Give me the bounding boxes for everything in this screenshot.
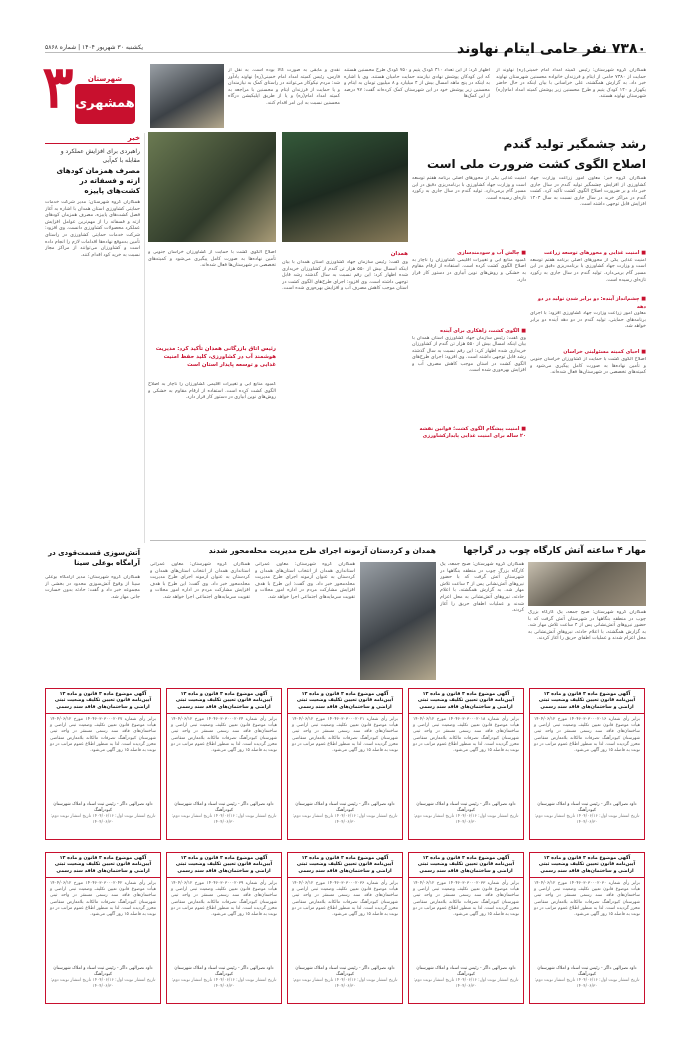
ad-title: آگهی موضوع ماده ۳ قانون و ماده ۱۳ آیین‌نامه قانون تعیین تکلیف وضعیت ثبتی اراضی و ساختمان‌های فاقد سند رسمی bbox=[530, 853, 644, 878]
ad-dates: تاریخ انتشار نوبت اول: ۱۴۰۴/۰۶/۱۶ تاریخ انتشار نوبت دوم: ۱۴۰۴/۰۶/۳۰ bbox=[292, 814, 398, 826]
hamedan-body-1: همکاران گروه شهرستان: معاون عمرانی استانداری همدان از انتخاب استان‌های همدان و کردستان به عنوان آزمونه اجرای طرح مدیریت محله‌محور خبر داد. وی گفت: این طرح با هدف افزایش مشارکت مردم در اداره امور محلات و تقویت سرمایه‌های اجتماعی اجرا خواهد شد. bbox=[255, 562, 355, 600]
legal-ad bbox=[45, 852, 161, 1004]
ad-body: برابر رأی شماره ۱۴۰۴۶۰۳۰۳۰۰۰۲۰۳۰ مورخ ۱۴۰۴/۰۶/۱۲ هیأت موضوع قانون تعیین تکلیف وضعیت ثبتی اراضی و ساختمان‌های فاقد سند رسمی مستقر در واحد ثبتی شهرستان کبودرآهنگ تصرفات مالکانه بلامعارض متقاضی محرز گردیده است. لذا به منظور اطلاع عموم مراتب در دو نوبت به فاصله ۱۵ روز آگهی می‌شود. bbox=[534, 881, 640, 917]
ad-body: برابر رأی شماره ۱۴۰۴۶۰۳۰۳۰۰۰۲۰۳۹ مورخ ۱۴۰۴/۰۶/۱۲ هیأت موضوع قانون تعیین تکلیف وضعیت ثبتی اراضی و ساختمان‌های فاقد سند رسمی مستقر در واحد ثبتی شهرستان کبودرآهنگ تصرفات مالکانه بلامعارض متقاضی محرز گردیده است. لذا به منظور اطلاع عموم مراتب در دو نوبت به فاصله ۱۵ روز آگهی می‌شود. bbox=[171, 881, 277, 917]
fire-body-2: همکاران گروه شهرستان: صبح جمعه، یک کارگاه بزرگ چوب در منطقه بنگاهها در شهرستان آتش گرفت که با حضور نیروهای آتش‌نشانی پس از ۴ ساعت تلاش مهار شد. به گزارش همگشته، با اعلام حادثه، نیروهای آتش‌نشانی به محل اعزام شدند و عملیات اطفای حریق را آغاز کردند. bbox=[440, 562, 524, 614]
ad-signer: داود نصرالهی داگر - رئیس ثبت اسناد و املاک شهرستان کبودرآهنگ bbox=[295, 802, 395, 814]
sidebar-subtitle: راهبردی برای افزایش عملکرد و مقابله با کم‌آبی bbox=[60, 148, 140, 164]
ad-signer: داود نصرالهی داگر - رئیس ثبت اسناد و املاک شهرستان کبودرآهنگ bbox=[174, 802, 274, 814]
ad-title: آگهی موضوع ماده ۳ قانون و ماده ۱۳ آیین‌نامه قانون تعیین تکلیف وضعیت ثبتی اراضی و ساختمان‌های فاقد سند رسمی bbox=[167, 853, 281, 878]
subhead-2: ■ چالش آب و سودمندسازی bbox=[412, 250, 526, 258]
ad-dates: تاریخ انتشار نوبت اول: ۱۴۰۴/۰۶/۱۶ تاریخ انتشار نوبت دوم: ۱۴۰۴/۰۶/۳۰ bbox=[534, 814, 640, 826]
fire-headline: مهار ۴ ساعته آتش کارگاه چوب در گراجها bbox=[463, 546, 646, 556]
sinai-body: همکاران گروه شهرستان: مدیر آرامگاه بوعلی سینا از وقوع آتش‌سوزی محدود در بخشی از مجموعه خبر داد و گفت: حادثه بدون خسارت جانی مهار شد. bbox=[45, 575, 140, 600]
ad-title: آگهی موضوع ماده ۳ قانون و ماده ۱۳ آیین‌نامه قانون تعیین تکلیف وضعیت ثبتی اراضی و ساختمان‌های فاقد سند رسمی bbox=[409, 853, 523, 878]
ad-signer: داود نصرالهی داگر - رئیس ثبت اسناد و املاک شهرستان کبودرآهنگ bbox=[416, 802, 516, 814]
ad-title: آگهی موضوع ماده ۳ قانون و ماده ۱۳ آیین‌نامه قانون تعیین تکلیف وضعیت ثبتی اراضی و ساختمان‌های فاقد سند رسمی bbox=[409, 689, 523, 714]
ad-signer: داود نصرالهی داگر - رئیس ثبت اسناد و املاک شهرستان کبودرآهنگ bbox=[537, 802, 637, 814]
neighborhood-photo bbox=[360, 562, 436, 680]
main-col-2: امنیت غذایی یکی از محورهای اصلی برنامه هفتم توسعه است و وزارت جهاد کشاورزی با برنامه‌ریزی دقیق در این مسیر گام برمی‌دارد. تولید گندم در سال جاری به رکورد تازه‌ای رسیده است. bbox=[412, 176, 526, 201]
ad-body: برابر رأی شماره ۱۴۰۴۶۰۳۰۳۰۰۰۲۰۲۴ مورخ ۱۴۰۴/۰۶/۱۲ هیأت موضوع قانون تعیین تکلیف وضعیت ثبتی اراضی و ساختمان‌های فاقد سند رسمی مستقر در واحد ثبتی شهرستان کبودرآهنگ تصرفات مالکانه بلامعارض متقاضی محرز گردیده است. لذا به منظور اطلاع عموم مراتب در دو نوبت به فاصله ۱۵ روز آگهی می‌شود. bbox=[171, 717, 277, 753]
main-left-col bbox=[530, 250, 646, 536]
ad-signer: داود نصرالهی داگر - رئیس ثبت اسناد و املاک شهرستان کبودرآهنگ bbox=[537, 966, 637, 978]
ad-dates: تاریخ انتشار نوبت اول: ۱۴۰۴/۰۶/۱۶ تاریخ انتشار نوبت دوم: ۱۴۰۴/۰۶/۳۰ bbox=[171, 978, 277, 990]
subhead-1: ■ امنیت غذایی و محورهای توسعه زراعت bbox=[530, 250, 646, 258]
legal-ad bbox=[408, 852, 524, 1004]
sidebar-body: همکاران گروه شهرستان: مدیر شرکت خدمات حمایتی کشاورزی استان همدان با اشاره به آغاز فصل کشت‌های پاییزه، مصرف همزمان کودهای ازته و فسفاته را از مهم‌ترین عوامل افزایش عملکرد محصولات کشاورزی دانست. وی افزود: شرکت خدمات حمایتی کشاورزی در راستای تأمین به‌موقع نهاده‌ها اقدامات لازم را انجام داده است و کشاورزان می‌توانند از مراکز مجاز نسبت به خرید کود اقدام کنند. bbox=[45, 200, 140, 258]
ad-dates: تاریخ انتشار نوبت اول: ۱۴۰۴/۰۶/۱۶ تاریخ انتشار نوبت دوم: ۱۴۰۴/۰۶/۳۰ bbox=[292, 978, 398, 990]
minister-photo bbox=[148, 132, 276, 242]
pull-quote: رئیس اتاق بازرگانی همدان تأکید کرد: مدیریت هوشمند آب در کشاورزی، کلید حفظ امنیت غذایی و توسعه پایدار استان است bbox=[155, 346, 276, 368]
fire-body-1: همکاران گروه شهرستان: صبح جمعه، یک کارگاه بزرگ چوب در منطقه بنگاهها در شهرستان آتش گرفت که با حضور نیروهای آتش‌نشانی پس از ۴ ساعت تلاش مهار شد. به گزارش همگشته، با اعلام حادثه، نیروهای آتش‌نشانی به محل اعزام شدند و عملیات اطفای حریق را آغاز کردند. bbox=[528, 610, 646, 642]
ad-body: برابر رأی شماره ۱۴۰۴۶۰۳۰۳۰۰۰۲۰۴۲ مورخ ۱۴۰۴/۰۶/۱۲ هیأت موضوع قانون تعیین تکلیف وضعیت ثبتی اراضی و ساختمان‌های فاقد سند رسمی مستقر در واحد ثبتی شهرستان کبودرآهنگ تصرفات مالکانه بلامعارض متقاضی محرز گردیده است. لذا به منظور اطلاع عموم مراتب در دو نوبت به فاصله ۱۵ روز آگهی می‌شود. bbox=[50, 881, 156, 917]
subhead-6: ■ امنیت پیشگام الگوی کشت؛ قوانین نقشه ۲۰ ساله برای امنیت غذایی پایدارکشاورزی bbox=[412, 426, 526, 442]
text-4: اصلاح الگوی کشت با حمایت از کشاورزان خراسان جنوبی و تأمین نهاده‌ها به صورت کامل پیگیری می‌شود و کمیته‌های تخصصی در شهرستان‌ها فعال شده‌اند. bbox=[530, 357, 646, 376]
main-intro: همکاران گروه خبر: معاون امور زراعت وزارت جهاد کشاورزی از افزایش چشمگیر تولید گندم در سال جاری خبر داد و بر ضرورت اصلاح الگوی کشت تأکید کرد. کشت گندم در مراکز خرید در سال جاری نسبت به سال ۱۴۰۳ افزایش قابل توجهی داشته است. bbox=[530, 176, 646, 208]
ad-signer: داود نصرالهی داگر - رئیس ثبت اسناد و املاک شهرستان کبودرآهنگ bbox=[53, 802, 153, 814]
date-line: یکشنبه ۳۰ شهریور ۱۴۰۴ | شماره ۵۸۶۸ bbox=[45, 44, 144, 51]
legal-ad bbox=[529, 852, 645, 1004]
logo-text: همشهری bbox=[75, 95, 135, 111]
ad-dates: تاریخ انتشار نوبت اول: ۱۴۰۴/۰۶/۱۶ تاریخ انتشار نوبت دوم: ۱۴۰۴/۰۶/۳۰ bbox=[534, 978, 640, 990]
section-divider bbox=[150, 540, 646, 541]
ad-dates: تاریخ انتشار نوبت اول: ۱۴۰۴/۰۶/۱۶ تاریخ انتشار نوبت دوم: ۱۴۰۴/۰۶/۳۰ bbox=[413, 814, 519, 826]
legal-ad bbox=[287, 852, 403, 1004]
ad-body: برابر رأی شماره ۱۴۰۴۶۰۳۰۳۰۰۰۲۰۲۷ مورخ ۱۴۰۴/۰۶/۱۲ هیأت موضوع قانون تعیین تکلیف وضعیت ثبتی اراضی و ساختمان‌های فاقد سند رسمی مستقر در واحد ثبتی شهرستان کبودرآهنگ تصرفات مالکانه بلامعارض متقاضی محرز گردیده است. لذا به منظور اطلاع عموم مراتب در دو نوبت به فاصله ۱۵ روز آگهی می‌شود. bbox=[50, 717, 156, 753]
sidebar-headline: مصرف همزمان کودهای ازته و فسفاته در کشت‌های پاییزه bbox=[56, 166, 140, 195]
hamedan-body-2: همکاران گروه شهرستان: معاون عمرانی استانداری همدان از انتخاب استان‌های همدان و کردستان به عنوان آزمونه اجرای طرح مدیریت محله‌محور خبر داد. وی گفت: این طرح با هدف افزایش مشارکت مردم در اداره امور محلات و تقویت سرمایه‌های اجتماعی اجرا خواهد شد. bbox=[150, 562, 250, 600]
ad-dates: تاریخ انتشار نوبت اول: ۱۴۰۴/۰۶/۱۶ تاریخ انتشار نوبت دوم: ۱۴۰۴/۰۶/۳۰ bbox=[413, 978, 519, 990]
fire-photo bbox=[528, 562, 646, 606]
sidebar-kicker: خبر bbox=[127, 134, 140, 142]
main-col-5: کمبود منابع آبی و تغییرات اقلیمی کشاورزان را ناچار به اصلاح الگوی کشت کرده است. استفاده از ارقام مقاوم به خشکی و روش‌های نوین آبیاری در دستور کار قرار دارد. bbox=[148, 382, 276, 401]
city-label: همدان bbox=[390, 251, 408, 257]
page-number: ۳ bbox=[42, 53, 74, 121]
orphans-photo bbox=[150, 64, 224, 128]
ad-title: آگهی موضوع ماده ۳ قانون و ماده ۱۳ آیین‌نامه قانون تعیین تکلیف وضعیت ثبتی اراضی و ساختمان‌های فاقد سند رسمی bbox=[167, 689, 281, 714]
legal-ad bbox=[45, 688, 161, 840]
main-title-2: اصلاح الگوی کشت ضرورت ملی است bbox=[427, 157, 646, 171]
newspaper-logo bbox=[75, 84, 135, 124]
ad-title: آگهی موضوع ماده ۳ قانون و ماده ۱۳ آیین‌نامه قانون تعیین تکلیف وضعیت ثبتی اراضی و ساختمان‌های فاقد سند رسمی bbox=[288, 689, 402, 714]
legal-ad bbox=[529, 688, 645, 840]
ad-signer: داود نصرالهی داگر - رئیس ثبت اسناد و املاک شهرستان کبودرآهنگ bbox=[174, 966, 274, 978]
ad-title: آگهی موضوع ماده ۳ قانون و ماده ۱۳ آیین‌نامه قانون تعیین تکلیف وضعیت ثبتی اراضی و ساختمان‌های فاقد سند رسمی bbox=[46, 853, 160, 878]
subhead-5: ■ الگوی کشت، زاهکاری برای آینده bbox=[412, 328, 526, 336]
legal-ad bbox=[287, 688, 403, 840]
main-mid-col bbox=[412, 250, 526, 536]
text-5b: وی گفت: رئیس سازمان جهاد کشاورزی استان همدان با بیان اینکه امسال بیش از ۵۵۰ هزار تن گندم از کشاورزان خریداری شده اظهار کرد: این رقم نسبت به سال گذشته رشد قابل توجهی داشته است. وی افزود: اجرای طرح‌های الگوی کشت در استان موجب کاهش مصرف آب و افزایش بهره‌وری شده است. bbox=[412, 335, 526, 374]
main-col-4: اصلاح الگوی کشت با حمایت از کشاورزان خراسان جنوبی و تأمین نهاده‌ها به صورت کامل پیگیری می‌شود و کمیته‌های تخصصی در شهرستان‌ها فعال شده‌اند. bbox=[148, 250, 276, 269]
text-3: معاون امور زراعت وزارت جهاد کشاورزی افزود: با اجرای برنامه‌های حمایتی، تولید گندم در دو دهه آینده دو برابر خواهد شد. bbox=[530, 311, 646, 330]
podium-photo bbox=[282, 132, 408, 242]
legal-ad bbox=[166, 688, 282, 840]
sidebar-rule bbox=[45, 143, 140, 144]
ad-title: آگهی موضوع ماده ۳ قانون و ماده ۱۳ آیین‌نامه قانون تعیین تکلیف وضعیت ثبتی اراضی و ساختمان‌های فاقد سند رسمی bbox=[530, 689, 644, 714]
subhead-4: ■ احیای کمیته مسئولیتی خراسان bbox=[530, 349, 646, 357]
ad-body: برابر رأی شماره ۱۴۰۴۶۰۳۰۳۰۰۰۲۰۱۶ مورخ ۱۴۰۴/۰۶/۱۲ هیأت موضوع قانون تعیین تکلیف وضعیت ثبتی اراضی و ساختمان‌های فاقد سند رسمی مستقر در واحد ثبتی شهرستان کبودرآهنگ تصرفات مالکانه بلامعارض متقاضی محرز گردیده است. لذا به منظور اطلاع عموم مراتب در دو نوبت به فاصله ۱۵ روز آگهی می‌شود. bbox=[534, 717, 640, 753]
ad-body: برابر رأی شماره ۱۴۰۴۶۰۳۰۳۰۰۰۲۰۲۱ مورخ ۱۴۰۴/۰۶/۱۲ هیأت موضوع قانون تعیین تکلیف وضعیت ثبتی اراضی و ساختمان‌های فاقد سند رسمی مستقر در واحد ثبتی شهرستان کبودرآهنگ تصرفات مالکانه بلامعارض متقاضی محرز گردیده است. لذا به منظور اطلاع عموم مراتب در دو نوبت به فاصله ۱۵ روز آگهی می‌شود. bbox=[292, 717, 398, 753]
sinai-headline: آتش‌سوزی قسمت‌قودی در آرامگاه بوعلی سینا bbox=[48, 549, 140, 567]
ad-body: برابر رأی شماره ۱۴۰۴۶۰۳۰۳۰۰۰۲۰۳۳ مورخ ۱۴۰۴/۰۶/۱۲ هیأت موضوع قانون تعیین تکلیف وضعیت ثبتی اراضی و ساختمان‌های فاقد سند رسمی مستقر در واحد ثبتی شهرستان کبودرآهنگ تصرفات مالکانه بلامعارض متقاضی محرز گردیده است. لذا به منظور اطلاع عموم مراتب در دو نوبت به فاصله ۱۵ روز آگهی می‌شود. bbox=[413, 881, 519, 917]
main-col-hamedan: وی گفت: رئیس سازمان جهاد کشاورزی استان همدان با بیان اینکه امسال بیش از ۵۵۰ هزار تن گندم از کشاورزان خریداری شده اظهار کرد: این رقم نسبت به سال گذشته رشد قابل توجهی داشته است. وی افزود: اجرای طرح‌های الگوی کشت در استان موجب کاهش مصرف آب و افزایش بهره‌وری شده است. bbox=[282, 260, 408, 292]
ad-dates: تاریخ انتشار نوبت اول: ۱۴۰۴/۰۶/۱۶ تاریخ انتشار نوبت دوم: ۱۴۰۴/۰۶/۳۰ bbox=[171, 814, 277, 826]
top-story-column-2: اظهار کرد: از این تعداد ۳۱۰ کودک یتیم و ۷۵۰ کودک طرح محسنین هستند که این کودکان پوشش نهادی نیازمند حمایت حامیان هستند. وی با اشاره به اینکه در پنج ماهه امسال بیش از ۴ میلیارد و ۸ میلیون تومان به ایتام و محسنین زیر پوشش خود در این شهرستان کمک کرده‌اند گفت: ۹۷ درصد از این کمک‌ها bbox=[344, 68, 490, 100]
subhead-3: ■ چشم‌انداز آینده: دو برابر شدن تولید در دو دهه bbox=[530, 296, 646, 312]
hamedan-headline: همدان و کردستان آزمونه اجرای طرح مدیریت محله‌محور شدند bbox=[208, 546, 436, 555]
sidebar-divider bbox=[144, 133, 145, 543]
ad-body: برابر رأی شماره ۱۴۰۴۶۰۳۰۳۰۰۰۲۰۳۶ مورخ ۱۴۰۴/۰۶/۱۲ هیأت موضوع قانون تعیین تکلیف وضعیت ثبتی اراضی و ساختمان‌های فاقد سند رسمی مستقر در واحد ثبتی شهرستان کبودرآهنگ تصرفات مالکانه بلامعارض متقاضی محرز گردیده است. لذا به منظور اطلاع عموم مراتب در دو نوبت به فاصله ۱۵ روز آگهی می‌شود. bbox=[292, 881, 398, 917]
top-story-headline: ۷۳۸۰ نفر حامی ایتام نهاوند bbox=[457, 41, 646, 57]
ad-signer: داود نصرالهی داگر - رئیس ثبت اسناد و املاک شهرستان کبودرآهنگ bbox=[416, 966, 516, 978]
ad-dates: تاریخ انتشار نوبت اول: ۱۴۰۴/۰۶/۱۶ تاریخ انتشار نوبت دوم: ۱۴۰۴/۰۶/۳۰ bbox=[50, 814, 156, 826]
top-story-column-3: نقدی و مابقی به صورت کالا بوده است. به نقل از فارس، رئیس کمیته امداد امام خمینی(ره) نهاوند یادآور شد: مردم نیکوکار می‌توانند در راستای کمک به نیازمندان و یا حمایت از فرزندان ایتام و محسنین با مراجعه به کمیته امداد امام(ره) و یا از طریق اپلیکیشن درگاه محسنین نسبت به این امر اقدام کنند. bbox=[228, 68, 340, 106]
text-2: کمبود منابع آبی و تغییرات اقلیمی کشاورزان را ناچار به اصلاح الگوی کشت کرده است. استفاده از ارقام مقاوم به خشکی و روش‌های نوین آبیاری در دستور کار قرار دارد. bbox=[412, 257, 526, 283]
ad-signer: داود نصرالهی داگر - رئیس ثبت اسناد و املاک شهرستان کبودرآهنگ bbox=[53, 966, 153, 978]
legal-ad bbox=[408, 688, 524, 840]
top-story-column-1: همکاران گروه شهرستان: رئیس کمیته امداد امام خمینی(ره) نهاوند از حمایت از ۷۳۸۰ حامی از ایتام و فرزندان خانواده محسنین شهرستان نهاوند خبر داد. به گزارش همگشته، علی خراسانی با بیان اینکه در حال حاضر یکهزار و ۱۴۰ کودک یتیم و طرح محسنین زیر پوشش کمیته امداد امام(ره) شهرستان نهاوند هستند. bbox=[496, 68, 646, 100]
legal-ad bbox=[166, 852, 282, 1004]
main-title-1: رشد چشمگیر تولید گندم bbox=[503, 137, 646, 151]
ad-title: آگهی موضوع ماده ۳ قانون و ماده ۱۳ آیین‌نامه قانون تعیین تکلیف وضعیت ثبتی اراضی و ساختمان‌های فاقد سند رسمی bbox=[288, 853, 402, 878]
ad-dates: تاریخ انتشار نوبت اول: ۱۴۰۴/۰۶/۱۶ تاریخ انتشار نوبت دوم: ۱۴۰۴/۰۶/۳۰ bbox=[50, 978, 156, 990]
section-label: شهرستان bbox=[87, 75, 123, 83]
ad-signer: داود نصرالهی داگر - رئیس ثبت اسناد و املاک شهرستان کبودرآهنگ bbox=[295, 966, 395, 978]
text-1: امنیت غذایی یکی از محورهای اصلی برنامه هفتم توسعه است و وزارت جهاد کشاورزی با برنامه‌ریزی دقیق در این مسیر گام برمی‌دارد. تولید گندم در سال جاری به رکورد تازه‌ای رسیده است. bbox=[530, 257, 646, 283]
ad-body: برابر رأی شماره ۱۴۰۴۶۰۳۰۳۰۰۰۲۰۱۸ مورخ ۱۴۰۴/۰۶/۱۲ هیأت موضوع قانون تعیین تکلیف وضعیت ثبتی اراضی و ساختمان‌های فاقد سند رسمی مستقر در واحد ثبتی شهرستان کبودرآهنگ تصرفات مالکانه بلامعارض متقاضی محرز گردیده است. لذا به منظور اطلاع عموم مراتب در دو نوبت به فاصله ۱۵ روز آگهی می‌شود. bbox=[413, 717, 519, 753]
ad-title: آگهی موضوع ماده ۳ قانون و ماده ۱۳ آیین‌نامه قانون تعیین تکلیف وضعیت ثبتی اراضی و ساختمان‌های فاقد سند رسمی bbox=[46, 689, 160, 714]
